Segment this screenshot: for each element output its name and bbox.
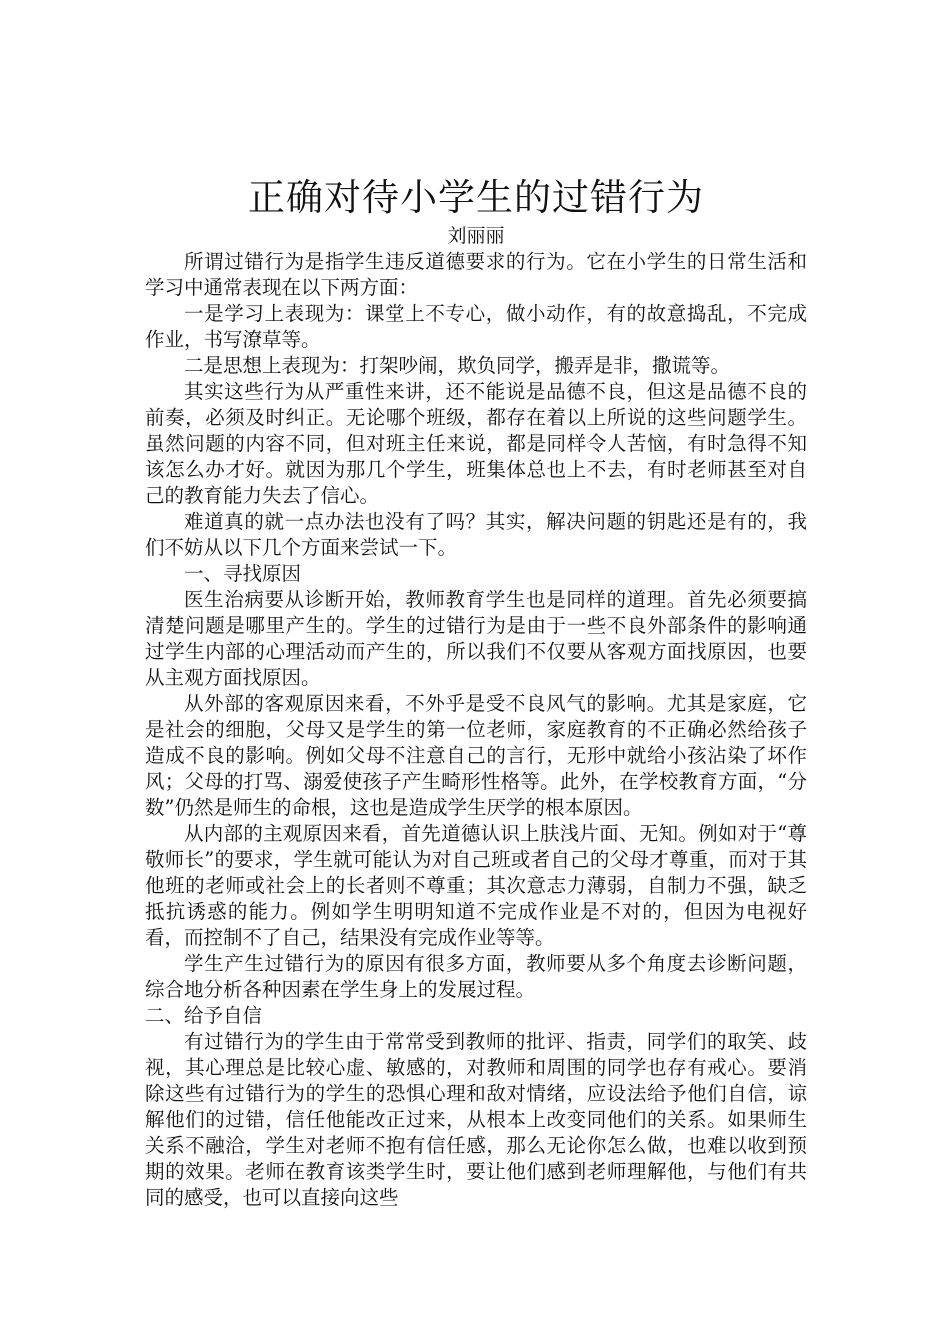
document-author: 刘丽丽 bbox=[447, 225, 505, 247]
paragraph-3: 二是思想上表现为：打架吵闹，欺负同学，搬弄是非，撒谎等。 bbox=[184, 354, 731, 377]
paragraph-5: 难道真的就一点办法也没有了吗？其实，解决问题的钥匙还是有的，我们不妨从以下几个方面来尝试一下。 bbox=[145, 510, 807, 559]
document-page bbox=[145, 172, 807, 1211]
paragraph-10: 有过错行为的学生由于常常受到教师的批评、指责，同学们的取笑、歧视，其心理总是比较心虚、敏感的，对教师和周围的同学也存有戒心。要消除这些有过错行为的学生的恐惧心理和敌对情绪，应设法给予他们自信，谅解他们的过错，信任他能改正过来，从根本上改变同他们的关系。如果师生关系不融洽，学生对老师不抱有信任感，那么无论你怎么做，也难以收到预期的效果。老师在教育该类学生时，要让他们感到老师理解他，与他们有共同的感受，也可以直接向这些 bbox=[145, 1030, 807, 1209]
paragraph-1: 所谓过错行为是指学生违反道德要求的行为。它在小学生的日常生活和学习中通常表现在以下两方面： bbox=[145, 250, 807, 299]
paragraph-9: 学生产生过错行为的原因有很多方面，教师要从多个角度去诊断问题，综合地分析各种因素在学生身上的发展过程。 bbox=[145, 952, 807, 1001]
paragraph-7: 从外部的客观原因来看，不外乎是受不良风气的影响。尤其是家庭，它是社会的细胞，父母又是学生的第一位老师，家庭教育的不正确必然给孩子造成不良的影响。例如父母不注意自己的言行，无形中就给小孩沾染了坏作风；父母的打骂、溺爱使孩子产生畸形性格等。此外，在学校教育方面，“分数”仍然是师生的命根，这也是造成学生厌学的根本原因。 bbox=[145, 692, 807, 819]
section-heading-1: 一、寻找原因 bbox=[184, 562, 302, 585]
paragraph-6: 医生治病要从诊断开始，教师教育学生也是同样的道理。首先必须要搞清楚问题是哪里产生的。学生的过错行为是由于一些不良外部条件的影响通过学生内部的心理活动而产生的，所以我们不仅要从客观方面找原因，也要从主观方面找原因。 bbox=[145, 588, 807, 689]
paragraph-2: 一是学习上表现为：课堂上不专心，做小动作，有的故意捣乱，不完成作业，书写潦草等。 bbox=[145, 302, 807, 351]
section-heading-2: 二、给予自信 bbox=[145, 1004, 263, 1027]
document-title: 正确对待小学生的过错行为 bbox=[248, 176, 704, 219]
paragraph-4: 其实这些行为从严重性来讲，还不能说是品德不良，但这是品德不良的前奏，必须及时纠正。无论哪个班级，都存在着以上所说的这些问题学生。虽然问题的内容不同，但对班主任来说，都是同样令人苦恼，有时急得不知该怎么办才好。就因为那几个学生，班集体总也上不去，有时老师甚至对自己的教育能力失去了信心。 bbox=[145, 380, 807, 507]
paragraph-8: 从内部的主观原因来看，首先道德认识上肤浅片面、无知。例如对于“尊敬师长”的要求，学生就可能认为对自己班或者自己的父母才尊重，而对于其他班的老师或社会上的长者则不尊重；其次意志力薄弱，自制力不强，缺乏抵抗诱惑的能力。例如学生明明知道不完成作业是不对的，但因为电视好看，而控制不了自己，结果没有完成作业等等。 bbox=[145, 822, 807, 949]
